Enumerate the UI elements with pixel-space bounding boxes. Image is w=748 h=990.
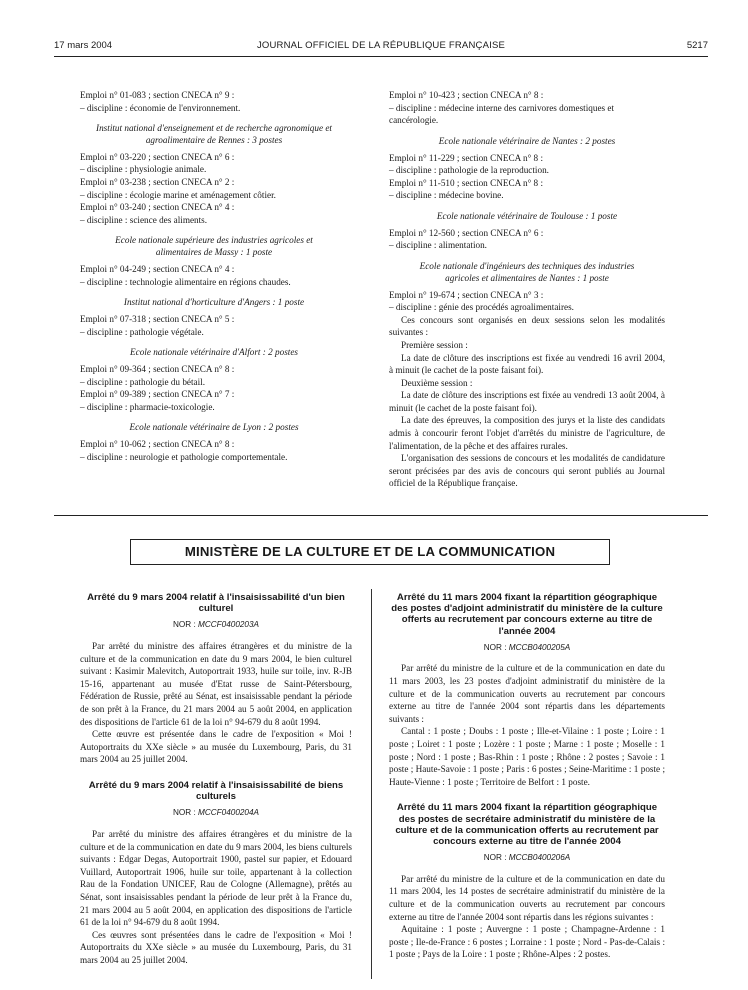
- decree-paragraph: Cette œuvre est présentée dans le cadre de l'exposition « Moi ! Autoportraits du XXe siècle » au musée du Luxembourg, Paris, du 31 mars 2004 au 25 juillet 2004.: [80, 729, 352, 765]
- post-line: Emploi n° 12-560 ; section CNECA n° 6 :: [389, 227, 544, 238]
- decree-title: Arrêté du 9 mars 2004 relatif à l'insaisissabilité de biens culturels: [88, 779, 344, 803]
- post-line: Emploi n° 03-220 ; section CNECA n° 6 :: [80, 151, 235, 162]
- post-line: Emploi n° 09-364 ; section CNECA n° 8 :: [80, 363, 235, 374]
- institution-heading: Ecole nationale vétérinaire de Nantes : 2 postes: [438, 135, 616, 146]
- nor-code: MCCB0400205A: [508, 642, 571, 652]
- bottom-right-column: [389, 592, 665, 975]
- nor-code: MCCB0400206A: [508, 853, 571, 863]
- post-line: – discipline : neurologie et pathologie comportementale.: [80, 451, 288, 462]
- decree-paragraph: Par arrêté du ministre des affaires étrangères et du ministre de la culture et de la communication en date du 9 mars 2004, les biens culturels suivants : Edgar Degas, Autoportrait 1900, pastel sur papier, et Edouard Vuillard, Autoportrait 1906, huile sur toile, appartenant à la collection Rau de la Fondation UNICEF, Rau de Cologne (Allemagne), prêtés au Sénat, sont insaisissables pendant la période de leur prêt à la France du, 21 mars 2004 au 5 août 2004, en application des dispositions de l'article 61 de la loi n° 94-679 du 8 août 1994.: [80, 828, 352, 928]
- post-line: Emploi n° 11-510 ; section CNECA n° 8 :: [389, 177, 544, 188]
- post-line: Emploi n° 04-249 ; section CNECA n° 4 :: [80, 263, 235, 274]
- column-divider: [371, 589, 372, 979]
- post-line: – discipline : physiologie animale.: [80, 164, 207, 175]
- post-line: – discipline : médecine bovine.: [389, 190, 504, 201]
- institution-heading: Ecole nationale vétérinaire d'Alfort : 2 postes: [130, 347, 298, 358]
- post-line: – discipline : technologie alimentaire en régions chaudes.: [80, 276, 291, 287]
- header-rule: [54, 56, 708, 57]
- post-line: Emploi n° 11-229 ; section CNECA n° 8 :: [389, 152, 544, 163]
- body-paragraph: Ces concours sont organisés en deux sessions selon les modalités suivantes :: [389, 314, 665, 338]
- decree-title: Arrêté du 9 mars 2004 relatif à l'insaisissabilité d'un bien culturel: [87, 592, 345, 615]
- session-heading: Première session :: [401, 339, 468, 350]
- decree-article: [389, 802, 665, 961]
- session-heading: Deuxième session :: [401, 377, 473, 388]
- post-line: Emploi n° 10-423 ; section CNECA n° 8 :: [389, 90, 544, 100]
- nor-reference: [80, 807, 352, 820]
- decree-paragraph: Par arrêté du ministre des affaires étrangères et du ministre de la culture et de la communication en date du 9 mars 2004, le bien culturel suivant : Kasimir Malevitch, Autoportrait 1933, huile sur toile, inv. R-JB 15-16, appartenant au musée d'Etat russe de Saint-Pétersbourg, Fédération de Russie, prêté au Sénat, est insaisissable pendant la période de son prêt à la France, du 21 mars 2004 au 5 août 2004, en application des dispositions de l'article 61 de la loi n° 94-679 du 8 août 1994.: [80, 641, 352, 727]
- decree-title: Arrêté du 11 mars 2004 fixant la répartition géographique des postes de secrétaire administratif du ministère de la culture et de la communication offerts au recrutement par concours externe au titre de l'année 2004: [395, 802, 659, 847]
- header-journal-title: JOURNAL OFFICIEL DE LA RÉPUBLIQUE FRANÇAISE: [256, 40, 506, 51]
- post-line: Emploi n° 10-062 ; section CNECA n° 8 :: [80, 439, 235, 450]
- post-line: – discipline : pharmacie-toxicologie.: [80, 401, 215, 412]
- post-line: – discipline : médecine interne des carnivores domestiques et cancérologie.: [389, 102, 615, 126]
- institution-heading: Institut national d'enseignement et de recherche agronomique et agroalimentaire de Rennes : 3 postes: [96, 123, 332, 145]
- post-line: Emploi n° 07-318 ; section CNECA n° 5 :: [80, 313, 235, 324]
- decree-paragraph: Aquitaine : 1 poste ; Auvergne : 1 poste ; Champagne-Ardenne : 1 poste ; Ile-de-France : 6 postes ; Lorraine : 1 poste ; Nord - Pas-de-Calais : 1 poste ; Pays de la Loire : 1 poste ; Rhône-Alpes : 2 postes.: [389, 924, 665, 960]
- ministry-title: MINISTÈRE DE LA CULTURE ET DE LA COMMUNICATION: [184, 544, 556, 559]
- post-line: – discipline : alimentation.: [389, 240, 487, 251]
- decree-paragraph: Par arrêté du ministre de la culture et de la communication en date du 11 mars 2004, les 14 postes de secrétaire administratif du ministère de la culture et de la communication ouverts au recrutement par concours externe au titre de l'année 2004 sont répartis dans les régions suivantes :: [389, 873, 665, 922]
- post-line: – discipline : économie de l'environnement.: [80, 102, 241, 113]
- post-line: – discipline : pathologie de la reproduction.: [389, 165, 549, 176]
- post-line: Emploi n° 03-238 ; section CNECA n° 2 :: [80, 176, 235, 187]
- post-line: – discipline : pathologie végétale.: [80, 326, 204, 337]
- top-right-column: [389, 89, 665, 490]
- decree-paragraph: Ces œuvres sont présentées dans le cadre de l'exposition « Moi ! Autoportraits du XXe siècle » au musée du Luxembourg, Paris, du 31 mars 2004 au 25 juillet 2004.: [80, 929, 352, 965]
- institution-heading: Ecole nationale vétérinaire de Toulouse : 1 poste: [436, 210, 618, 221]
- decree-paragraph: Par arrêté du ministre de la culture et de la communication en date du 11 mars 2003, les 23 postes d'adjoint administratif du ministère de la culture et de la communication ouverts au recrutement par concours externe au titre de l'année 2004 sont répartis dans les départements suivants :: [389, 663, 665, 724]
- post-line: Emploi n° 01-083 ; section CNECA n° 9 :: [80, 90, 235, 100]
- nor-label: NOR :: [172, 620, 196, 630]
- nor-code: MCCF0400203A: [198, 620, 259, 630]
- nor-code: MCCF0400204A: [198, 808, 259, 818]
- nor-label: NOR :: [172, 808, 196, 818]
- section-rule: [54, 515, 708, 516]
- nor-label: NOR :: [483, 853, 507, 863]
- institution-heading: Institut national d'horticulture d'Angers : 1 poste: [123, 297, 305, 308]
- body-paragraph: L'organisation des sessions de concours et les modalités de candidature seront précisées par des avis de concours qui seront publiés au Journal officiel de la République française.: [389, 453, 665, 489]
- header-date: 17 mars 2004: [54, 40, 113, 51]
- post-line: – discipline : génie des procédés agroalimentaires.: [389, 302, 574, 313]
- nor-reference: [389, 852, 665, 865]
- post-line: Emploi n° 09-389 ; section CNECA n° 7 :: [80, 389, 235, 400]
- top-left-column: [80, 89, 348, 463]
- decree-article: [80, 780, 352, 967]
- institution-heading: Ecole nationale vétérinaire de Lyon : 2 postes: [129, 422, 299, 433]
- decree-article: [389, 592, 665, 788]
- bottom-left-column: [80, 592, 352, 980]
- post-line: Emploi n° 19-674 ; section CNECA n° 3 :: [389, 289, 544, 300]
- post-line: – discipline : pathologie du bétail.: [80, 376, 206, 387]
- institution-heading: Ecole nationale d'ingénieurs des techniques des industries agricoles et alimentaires de Nantes : 1 poste: [419, 260, 635, 283]
- body-paragraph: La date de clôture des inscriptions est fixée au vendredi 16 avril 2004, à minuit (le cachet de la poste faisant foi).: [389, 352, 665, 376]
- post-line: – discipline : science des aliments.: [80, 214, 208, 225]
- header-page-number: 5217: [686, 40, 708, 51]
- decree-title: Arrêté du 11 mars 2004 fixant la répartition géographique des postes d'adjoint administratif du ministère de la culture offerts au recrutement par concours externe au titre de l'année 2004: [391, 592, 663, 637]
- institution-heading: Ecole nationale supérieure des industries agricoles et alimentaires de Massy : 1 poste: [115, 235, 313, 258]
- nor-reference: [80, 619, 352, 632]
- ministry-banner: [130, 539, 610, 565]
- body-paragraph: La date des épreuves, la composition des jurys et la liste des candidats admis à concourir feront l'objet d'arrêtés du ministre de l'agriculture, de l'alimentation, de la pêche et des affaires rurales.: [389, 415, 665, 451]
- body-paragraph: La date de clôture des inscriptions est fixée au vendredi 13 août 2004, à minuit (le cachet de la poste faisant foi).: [389, 390, 665, 413]
- post-line: Emploi n° 03-240 ; section CNECA n° 4 :: [80, 202, 235, 213]
- post-line: – discipline : écologie marine et aménagement côtier.: [80, 189, 276, 200]
- nor-label: NOR :: [483, 642, 507, 652]
- decree-paragraph: Cantal : 1 poste ; Doubs : 1 poste ; Ille-et-Vilaine : 1 poste ; Loire : 1 poste ; Loiret : 1 poste ; Lozère : 1 poste ; Marne : 1 poste ; Moselle : 1 poste ; Nord : 1 poste ; Bas-Rhin : 1 poste ; Rhône : 2 postes ; Savoie : 1 poste ; Haute-Savoie : 1 poste ; Paris : 6 postes ; Seine-Maritime : 1 poste ; Haute-Vienne : 1 poste ; Territoire de Belfort : 1 poste.: [389, 726, 665, 787]
- nor-reference: [389, 642, 665, 655]
- decree-article: [80, 592, 352, 766]
- running-header: [54, 40, 708, 54]
